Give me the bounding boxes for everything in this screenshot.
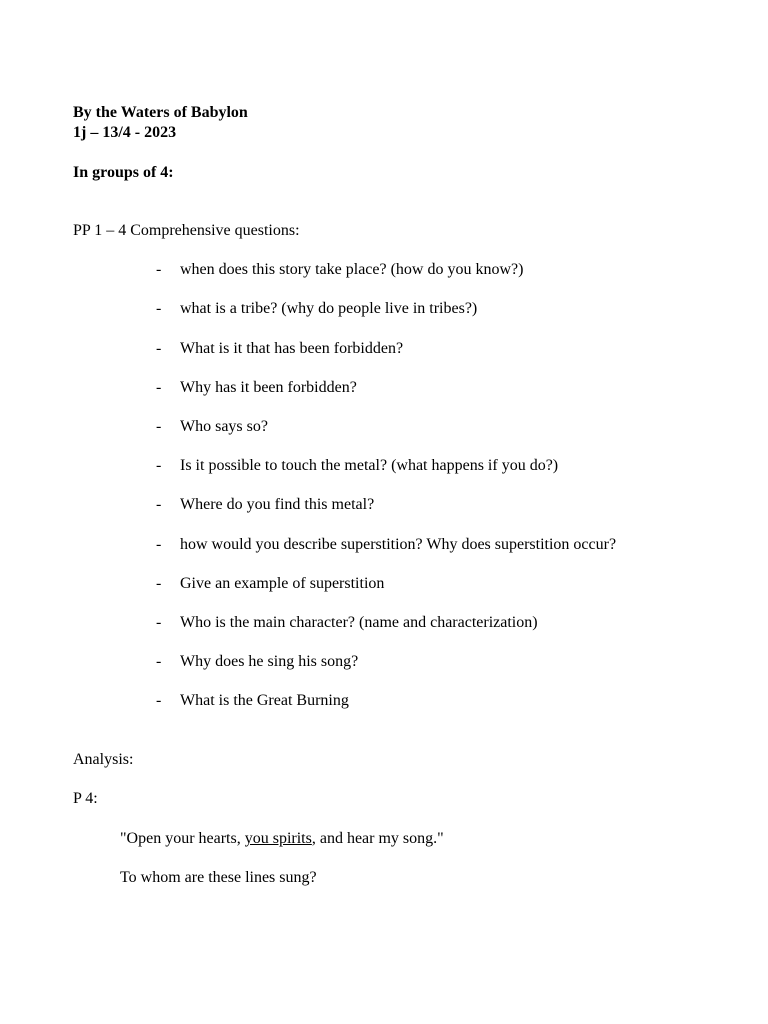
song-quote [120, 829, 444, 849]
question-text: Why has it been forbidden? [180, 379, 357, 396]
question-text: what is a tribe? (why do people live in tribes?) [180, 300, 478, 317]
section-label: P 4: [73, 790, 98, 807]
question-text: Give an example of superstition [180, 575, 385, 592]
quote-underlined: you spirits [244, 830, 312, 847]
bullet-dash: - [156, 575, 162, 592]
bullet-dash: - [156, 340, 162, 357]
bullet-dash: - [156, 614, 162, 631]
class-date: 1j – 13/4 - 2023 [73, 124, 177, 141]
analysis-heading: Analysis: [73, 751, 134, 768]
bullet-dash: - [156, 653, 162, 670]
document-title: By the Waters of Babylon [73, 104, 248, 121]
question-text: What is it that has been forbidden? [180, 340, 404, 357]
bullet-dash: - [156, 379, 162, 396]
question-text: What is the Great Burning [180, 692, 349, 709]
question-text: when does this story take place? (how do you know?) [180, 261, 524, 278]
bullet-dash: - [156, 496, 162, 513]
bullet-dash: - [156, 300, 162, 317]
question-text: Is it possible to touch the metal? (what happens if you do?) [180, 457, 559, 474]
question-text: Who says so? [180, 418, 268, 435]
question-text: Who is the main character? (name and characterization) [180, 614, 538, 631]
question-text: Why does he sing his song? [180, 653, 359, 670]
analysis-question: To whom are these lines sung? [120, 869, 317, 886]
question-text: Where do you find this metal? [180, 496, 375, 513]
bullet-dash: - [156, 536, 162, 553]
bullet-dash: - [156, 457, 162, 474]
question-text: how would you describe superstition? Why does superstition occur? [180, 536, 617, 553]
group-note: In groups of 4: [73, 164, 174, 181]
bullet-dash: - [156, 692, 162, 709]
quote-start: "Open your hearts, [120, 830, 245, 847]
bullet-dash: - [156, 261, 162, 278]
quote-end: , and hear my song." [311, 830, 444, 847]
comprehension-heading: PP 1 – 4 Comprehensive questions: [73, 222, 300, 239]
bullet-dash: - [156, 418, 162, 435]
